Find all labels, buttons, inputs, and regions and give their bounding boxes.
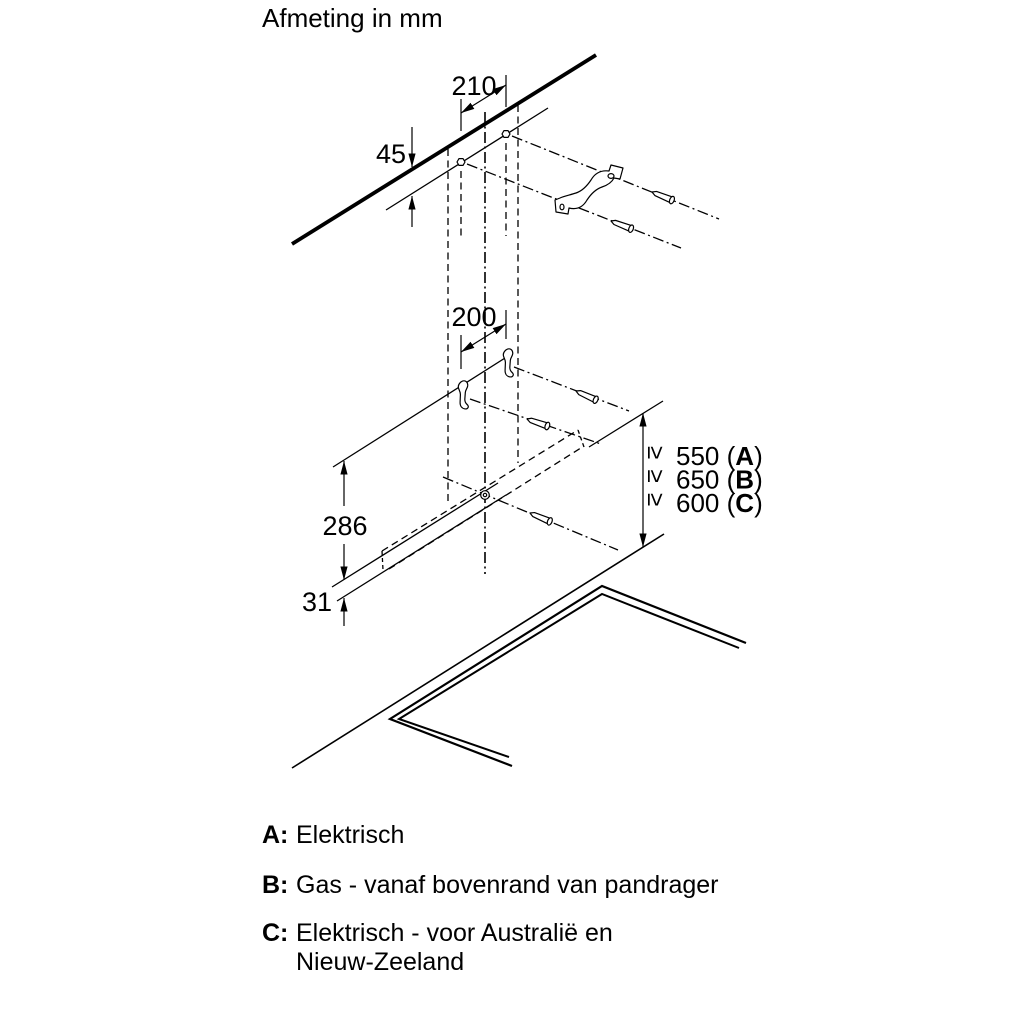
hood-slab-top-edge bbox=[382, 430, 578, 551]
screw-icon bbox=[574, 387, 599, 404]
dimension-label: 286 bbox=[322, 511, 368, 541]
extension-line bbox=[589, 401, 663, 447]
dimension-200 bbox=[451, 302, 506, 369]
dimension-45 bbox=[376, 127, 412, 227]
wall-line bbox=[292, 55, 596, 244]
gte-symbol: ≥ bbox=[642, 446, 669, 460]
dimension-label: 45 bbox=[375, 139, 406, 169]
page-title: Afmeting in mm bbox=[262, 3, 443, 33]
screw-icon bbox=[528, 509, 553, 525]
clearance-label: 550 (A) bbox=[676, 441, 763, 471]
wall-hole-icon bbox=[502, 131, 510, 138]
counter-back-line bbox=[292, 534, 664, 768]
legend-text: Gas - vanaf bovenrand van pandrager bbox=[296, 871, 719, 899]
screw-icon bbox=[610, 217, 635, 233]
dimension-286 bbox=[322, 461, 367, 580]
hood-slab-left-end bbox=[382, 551, 383, 570]
dimension-label: 200 bbox=[451, 302, 497, 332]
dimension-31 bbox=[302, 587, 344, 626]
legend-key: B: bbox=[262, 871, 289, 899]
legend-text: Nieuw-Zeeland bbox=[296, 948, 465, 976]
assembly-axis-hook-right bbox=[514, 367, 629, 411]
dimension-label: 210 bbox=[451, 71, 497, 101]
mounting-bracket-icon bbox=[555, 165, 623, 214]
clearance-label: 600 (C) bbox=[676, 488, 763, 518]
screw-icon bbox=[651, 188, 676, 204]
wall-hole-icon bbox=[457, 159, 465, 166]
gte-symbol: ≥ bbox=[642, 469, 669, 483]
mount-hole-line bbox=[386, 108, 548, 210]
hood-slab-right-end bbox=[578, 430, 584, 447]
clearance-label: 650 (B) bbox=[676, 464, 763, 495]
clearance-row bbox=[642, 488, 763, 518]
cooktop-inner-edge bbox=[399, 594, 739, 757]
gte-symbol: ≥ bbox=[642, 493, 669, 507]
dimension-210 bbox=[451, 71, 506, 131]
legend-text: Elektrisch - voor Australië en bbox=[296, 919, 613, 947]
legend bbox=[262, 821, 719, 976]
hook-icon bbox=[457, 380, 471, 409]
dimension-label: 31 bbox=[301, 587, 332, 617]
hook-icon bbox=[502, 348, 516, 377]
legend-key: A: bbox=[262, 821, 289, 849]
legend-text: Elektrisch bbox=[296, 821, 405, 849]
screw-icon bbox=[526, 415, 551, 430]
hook-mounting-line bbox=[333, 353, 513, 467]
hood-body-outline bbox=[382, 430, 584, 570]
cooktop-outer-edge bbox=[390, 586, 746, 766]
clearance-dimension bbox=[589, 401, 763, 547]
legend-key: C: bbox=[262, 919, 289, 947]
center-screw-icon bbox=[481, 491, 490, 500]
